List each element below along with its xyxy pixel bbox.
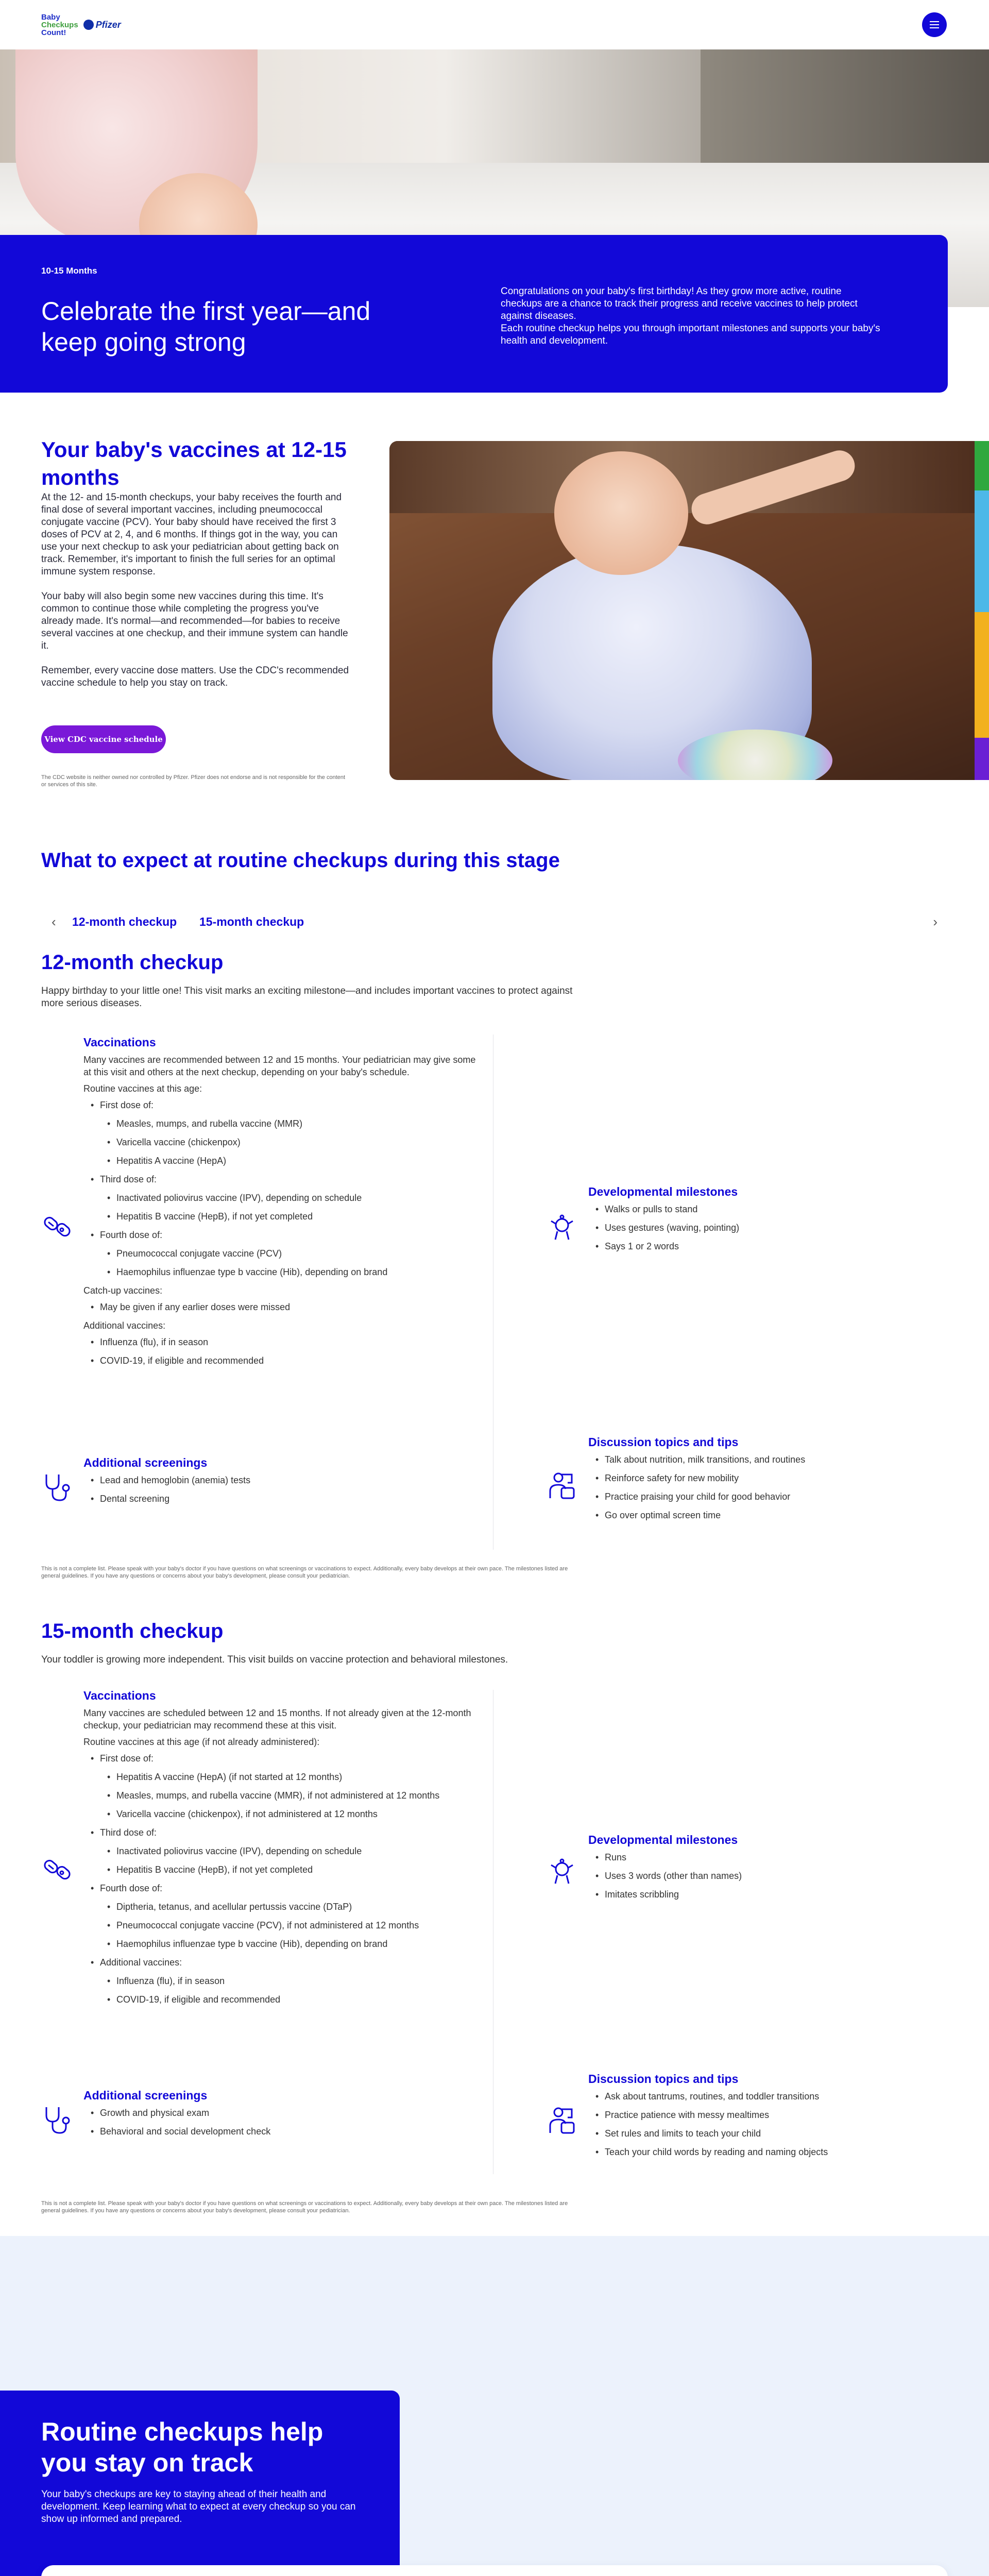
list-item: • Influenza (flu), if in season	[106, 1975, 485, 1987]
list-item: • Fourth dose of: • Diptheria, tetanus, and acellular pertussis vaccine (DTaP) • Pneumococcal conjugate vaccine (PCV), if not administered at 12 months • Haemophilus influenzae type b vaccine (Hib), depending on brand	[90, 1882, 485, 1950]
list-item: • Inactivated poliovirus vaccine (IPV), depending on schedule	[106, 1845, 485, 1857]
birthday-baby-photo	[389, 441, 989, 780]
accent-stripe-blue	[975, 490, 989, 612]
list-item: • Hepatitis B vaccine (HepB), if not yet completed	[106, 1210, 485, 1223]
list-item: • Practice praising your child for good behavior	[594, 1490, 939, 1503]
pfizer-logo: Pfizer	[83, 20, 121, 30]
stethoscope-icon	[41, 2104, 73, 2136]
list-item: • Varicella vaccine (chickenpox)	[106, 1136, 485, 1148]
list-item: • Set rules and limits to teach your child	[594, 2127, 939, 2140]
routine-checkups-text: Your baby's checkups are key to staying ahead of their health and development. Keep learning what to expect at every checkup so you can show up informed and prepared.	[41, 2489, 356, 2524]
list-item: • Influenza (flu), if in season	[90, 1336, 485, 1348]
routine-checkups-title: Routine checkups help you stay on track	[41, 2417, 323, 2477]
routine-checkups-panel	[0, 2391, 400, 2576]
list-item: • Uses gestures (waving, pointing)	[594, 1222, 939, 1234]
list-item: • Walks or pulls to stand	[594, 1203, 939, 1215]
hero-eyebrow: 10-15 Months	[41, 266, 97, 276]
vaccine-icon	[41, 1211, 73, 1243]
hamburger-icon	[930, 21, 939, 22]
list-item: • Reinforce safety for new mobility	[594, 1472, 939, 1484]
pfizer-logo-icon	[83, 20, 94, 30]
tab-12-month[interactable]: 12-month checkup	[72, 915, 177, 928]
list-item: • Dental screening	[90, 1493, 485, 1505]
accent-stripe-yellow	[975, 612, 989, 738]
hero-panel	[0, 235, 948, 393]
list-item: • Says 1 or 2 words	[594, 1240, 939, 1252]
parent-child-icon	[546, 1469, 578, 1501]
chevron-left-icon[interactable]: ‹	[52, 914, 56, 929]
hero-title: Celebrate the first year—and keep going strong	[41, 297, 371, 357]
list-item: • Diptheria, tetanus, and acellular pertussis vaccine (DTaP)	[106, 1901, 485, 1913]
site-logo[interactable]	[41, 13, 121, 37]
list-item: • Pneumococcal conjugate vaccine (PCV), if not administered at 12 months	[106, 1919, 485, 1931]
checkup-tabs	[41, 912, 948, 933]
tab-15-month[interactable]: 15-month checkup	[199, 915, 304, 928]
list-item: • Runs	[594, 1851, 939, 1863]
list-item: • Teach your child words by reading and naming objects	[594, 2146, 939, 2158]
list-item: • Go over optimal screen time	[594, 1509, 939, 1521]
accent-stripe-purple	[975, 738, 989, 780]
list-item: • Uses 3 words (other than names)	[594, 1870, 939, 1882]
list-item: • Practice patience with messy mealtimes	[594, 2109, 939, 2121]
toddler-icon	[546, 1856, 578, 1888]
list-item: • Varicella vaccine (chickenpox), if not administered at 12 months	[106, 1808, 485, 1820]
checkup-15-intro: Your toddler is growing more independent. This visit builds on vaccine protection and behavioral milestones.	[41, 1654, 508, 1665]
hero-text: Congratulations on your baby's first birthday! As they grow more active, routine checkups are a chance to track their progress and receive vaccines to help protect against diseases. Each routine checkup helps you through important milestones and supports your baby's health and development.	[501, 286, 880, 346]
age-links-card	[41, 2565, 948, 2576]
list-item: • Growth and physical exam	[90, 2107, 485, 2119]
list-item: • Hepatitis A vaccine (HepA)	[106, 1155, 485, 1167]
list-item: • COVID-19, if eligible and recommended	[90, 1354, 485, 1367]
list-item: • Third dose of: • Inactivated poliovirus vaccine (IPV), depending on schedule • Hepatitis B vaccine (HepB), if not yet completed	[90, 1826, 485, 1876]
list-item: • First dose of: • Measles, mumps, and rubella vaccine (MMR) • Varicella vaccine (chickenpox) • Hepatitis A vaccine (HepA)	[90, 1099, 485, 1167]
vaccine-icon	[41, 1854, 73, 1886]
vaccines-title: Your baby's vaccines at 12-15 months	[41, 437, 347, 489]
list-item: • Hepatitis A vaccine (HepA) (if not started at 12 months)	[106, 1771, 485, 1783]
list-item: • Measles, mumps, and rubella vaccine (MMR), if not administered at 12 months	[106, 1789, 485, 1802]
accent-stripe-green	[975, 441, 989, 490]
list-item: • COVID-19, if eligible and recommended	[106, 1993, 485, 2006]
parent-child-icon	[546, 2104, 578, 2136]
toddler-icon	[546, 1212, 578, 1244]
list-item: • Ask about tantrums, routines, and toddler transitions	[594, 2090, 939, 2103]
list-item: • Additional vaccines: • Influenza (flu), if in season • COVID-19, if eligible and recommended	[90, 1956, 485, 2006]
list-item: • Lead and hemoglobin (anemia) tests	[90, 1474, 485, 1486]
site-header	[0, 0, 989, 49]
checkup-12-disclaimer: This is not a complete list. Please speak with your baby's doctor if you have questions on what screenings or vaccinations to expect. Additionally, every baby develops at their own pace. The milestones listed are general guidelines. If you have any questions or concerns about your baby's development, please consult your pediatrician.	[41, 1566, 568, 1579]
vaccines-body: At the 12- and 15-month checkups, your baby receives the fourth and final dose of several important vaccines, including pneumococcal conjugate vaccine (PCV). Your baby should have received the first 3 doses of PCV at 2, 4, and 6 months. If things got in the way, you can use your next checkup to ask your pediatrician about getting back on track. Remember, it's important to finish the full series for an optimal immune system response. Your baby will also begin some new vaccines during this time. It's common to continue those while completing the progress you've already made. It's normal—and recommended—for babies to receive several vaccines at one checkup, and their immune system can handle it. Remember, every vaccine dose matters. Use the CDC's recommended vaccine schedule to help you stay on track.	[41, 492, 349, 688]
list-item: • Inactivated poliovirus vaccine (IPV), depending on schedule	[106, 1192, 485, 1204]
list-item: • Haemophilus influenzae type b vaccine (Hib), depending on brand	[106, 1266, 485, 1278]
checkup-12-intro: Happy birthday to your little one! This visit marks an exciting milestone—and includes important vaccines to protect against more serious diseases.	[41, 986, 573, 1009]
list-item: • Third dose of: • Inactivated poliovirus vaccine (IPV), depending on schedule • Hepatitis B vaccine (HepB), if not yet completed	[90, 1173, 485, 1223]
list-item: • Pneumococcal conjugate vaccine (PCV)	[106, 1247, 485, 1260]
list-item: • Imitates scribbling	[594, 1888, 939, 1901]
menu-button[interactable]	[922, 12, 947, 37]
chevron-right-icon[interactable]: ›	[933, 914, 937, 929]
list-item: • Behavioral and social development check	[90, 2125, 485, 2138]
list-item: • Haemophilus influenzae type b vaccine (Hib), depending on brand	[106, 1938, 485, 1950]
stethoscope-icon	[41, 1471, 73, 1503]
list-item: • Hepatitis B vaccine (HepB), if not yet completed	[106, 1863, 485, 1876]
list-item: • Measles, mumps, and rubella vaccine (MMR)	[106, 1117, 485, 1130]
list-item: • May be given if any earlier doses were missed	[90, 1301, 485, 1313]
list-item: • Talk about nutrition, milk transitions, and routines	[594, 1453, 939, 1466]
checkup-12-title: 12-month checkup	[41, 951, 224, 974]
cdc-schedule-button[interactable]: View CDC vaccine schedule	[41, 725, 166, 753]
expect-title: What to expect at routine checkups during this stage	[41, 849, 560, 872]
checkup-15-disclaimer: This is not a complete list. Please speak with your baby's doctor if you have questions on what screenings or vaccinations to expect. Additionally, every baby develops at their own pace. The milestones listed are general guidelines. If you have any questions or concerns about your baby's development, please consult your pediatrician.	[41, 2200, 568, 2214]
checkup-15-title: 15-month checkup	[41, 1620, 224, 1642]
cdc-disclaimer: The CDC website is neither owned nor controlled by Pfizer. Pfizer does not endorse and is not responsible for the content or services of this site.	[41, 774, 346, 788]
baby-checkups-count-logo: Baby Checkups Count!	[41, 12, 78, 37]
list-item: • Fourth dose of: • Pneumococcal conjugate vaccine (PCV) • Haemophilus influenzae type b vaccine (Hib), depending on brand	[90, 1229, 485, 1278]
list-item: • First dose of: • Hepatitis A vaccine (HepA) (if not started at 12 months) • Measles, mumps, and rubella vaccine (MMR), if not administered at 12 months • Varicella vaccine (chickenpox), if not administered at 12 months	[90, 1752, 485, 1820]
